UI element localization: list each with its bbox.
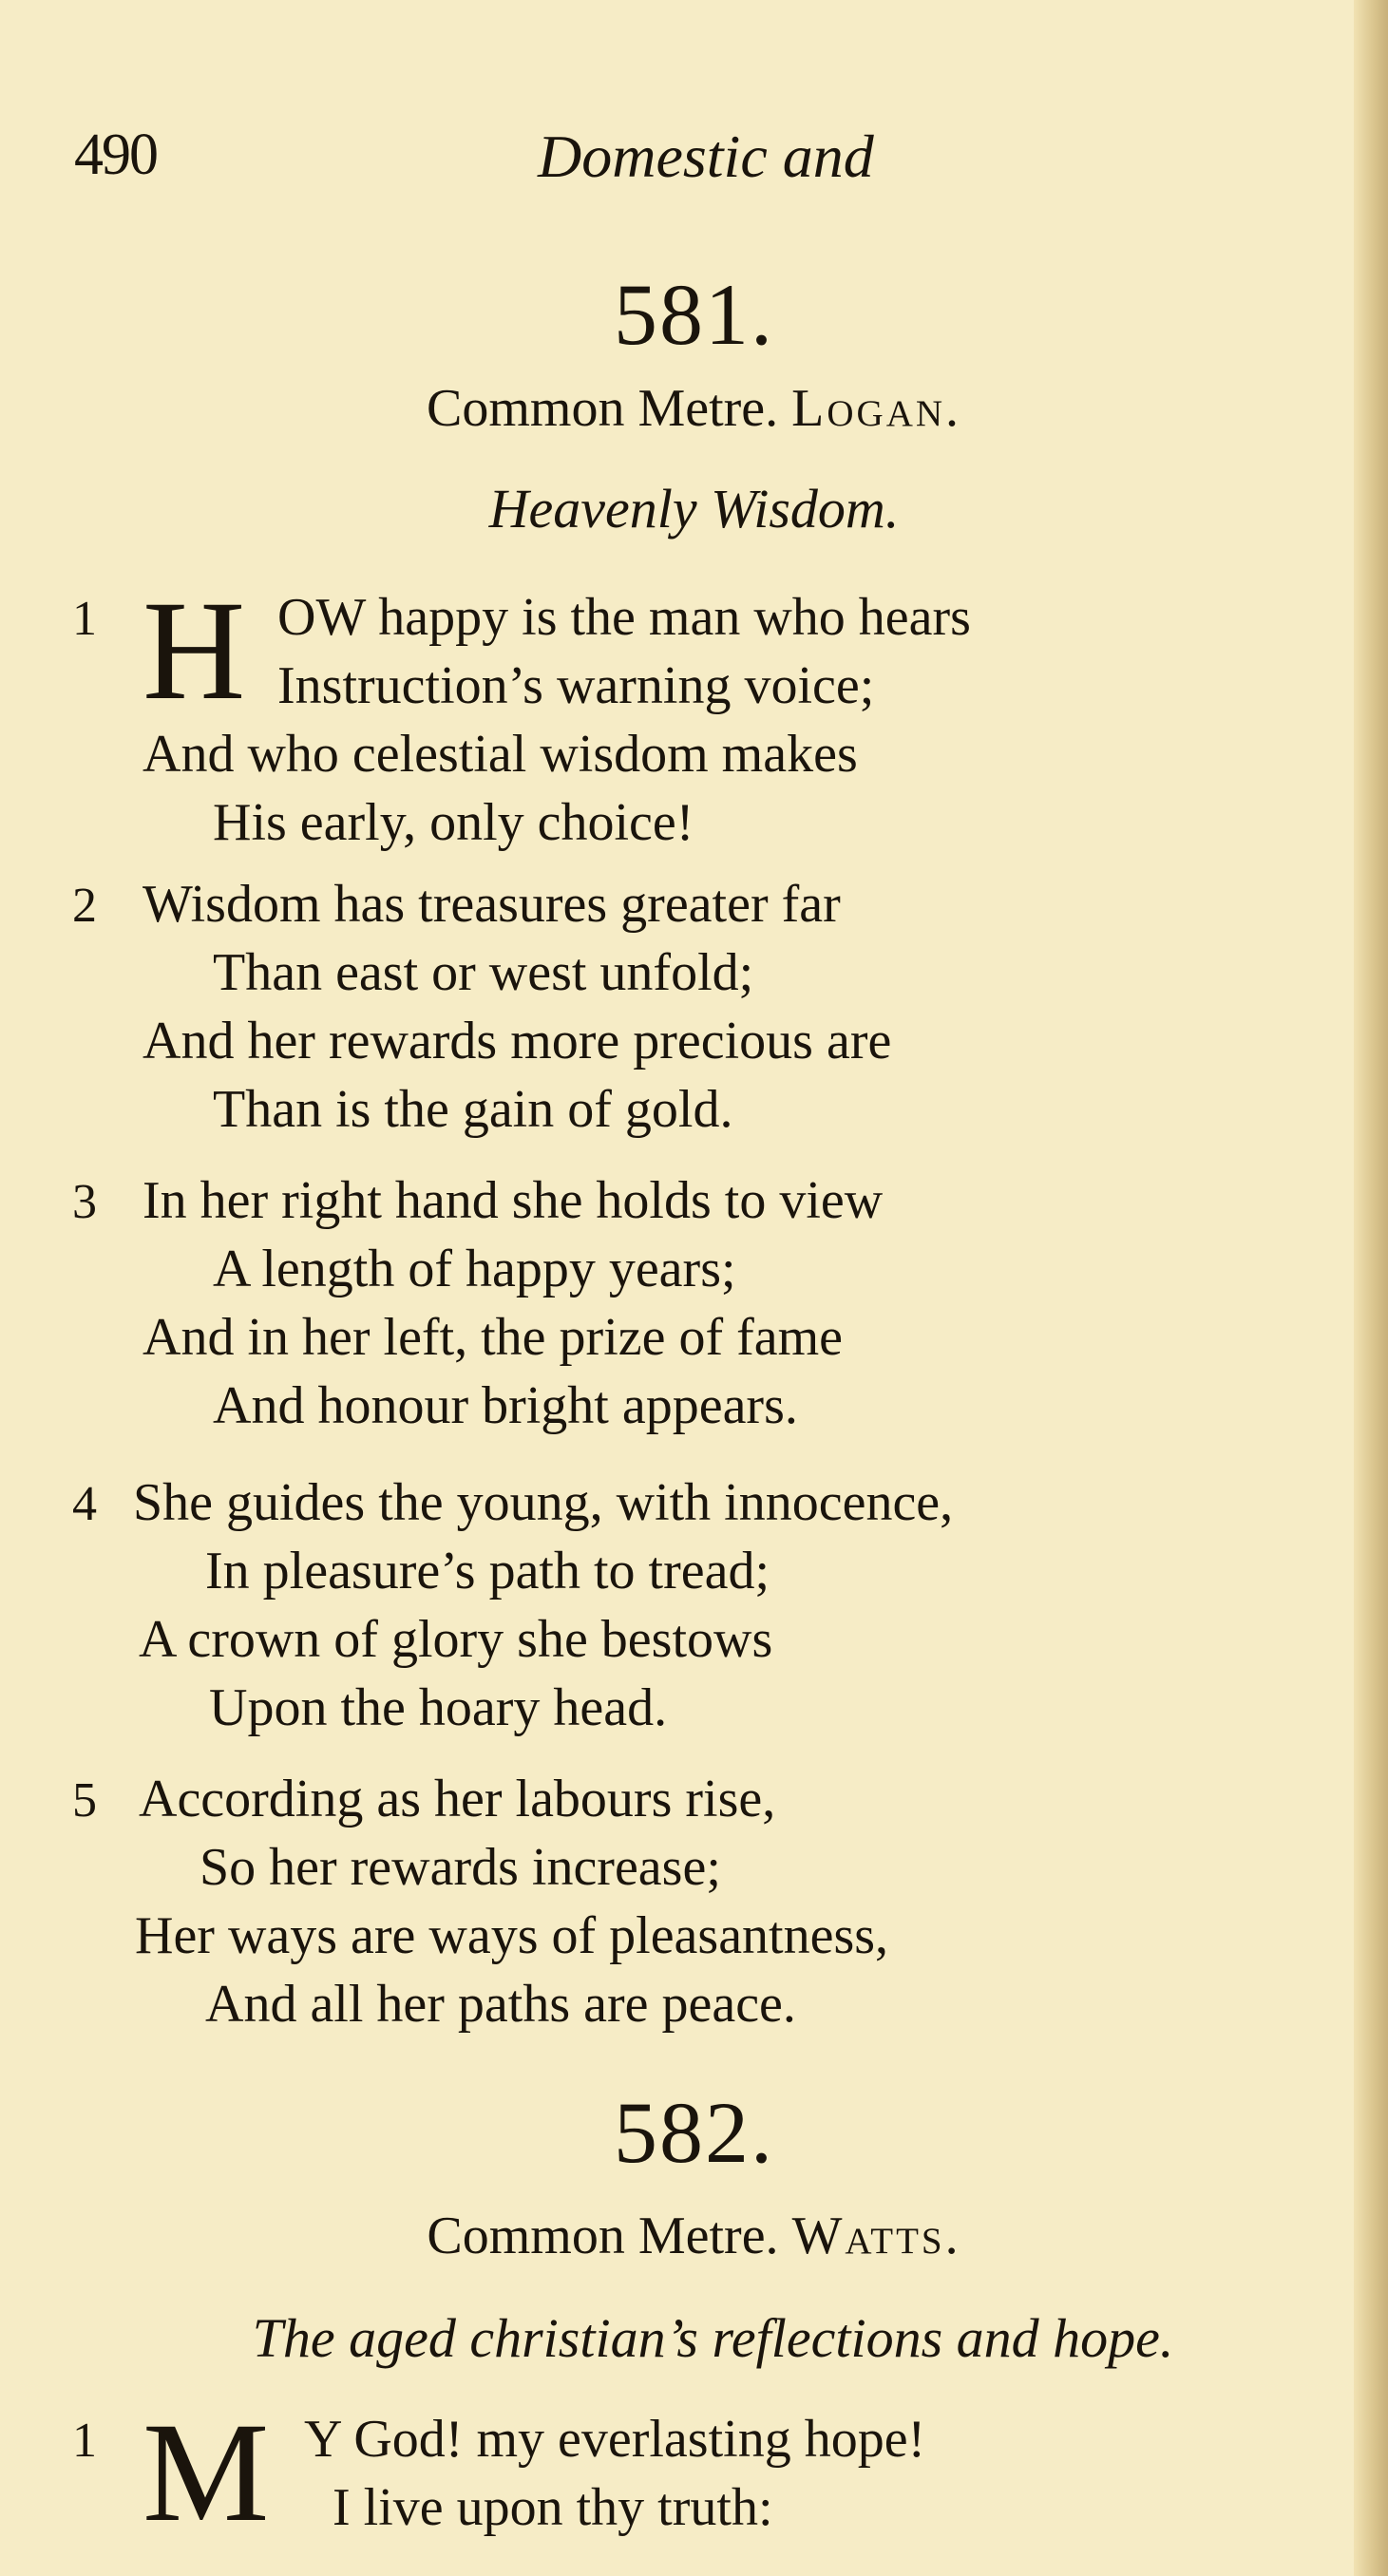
verse-line: She guides the young, with innocence, [133, 1473, 954, 1532]
verse-line: So her rewards increase; [200, 1838, 721, 1897]
drop-cap: H [143, 572, 246, 729]
verse-line: Than east or west unfold; [213, 943, 754, 1002]
hymn-subject: The aged christian’s reflections and hope. [252, 2307, 1174, 2369]
stanza-number: 1 [72, 2414, 97, 2468]
verse-line: Instruction’s warning voice; [277, 656, 875, 715]
stanza-number: 3 [72, 1175, 97, 1229]
hymn-subject: Heavenly Wisdom. [488, 478, 900, 540]
stanza-number: 5 [72, 1773, 97, 1828]
verse-line: In her right hand she holds to view [143, 1171, 884, 1230]
tune-name: Logan. [791, 379, 962, 438]
running-head [74, 122, 1271, 198]
drop-cap: M [143, 2394, 270, 2551]
verse-line: And in her left, the prize of fame [143, 1308, 844, 1367]
hymn-number: 582. [614, 2084, 774, 2181]
verse-line: Y God! my everlasting hope! [304, 2410, 926, 2469]
verse-line: OW happy is the man who hears [277, 588, 971, 647]
stanza-number: 4 [72, 1477, 97, 1531]
verse-line: And her rewards more precious are [143, 1012, 892, 1070]
running-title: Domestic and [538, 123, 874, 190]
tune-name: Watts. [791, 2207, 961, 2265]
stanza-number: 2 [72, 879, 97, 933]
verse-line: I live upon thy truth: [333, 2478, 773, 2537]
verse-line: And honour bright appears. [213, 1376, 798, 1435]
verse-line: Than is the gain of gold. [213, 1080, 733, 1139]
hymn-metre [0, 2206, 1388, 2266]
hymn-number: 581. [614, 266, 774, 363]
stanza-number: 1 [72, 592, 97, 646]
metre-label: Common Metre. [427, 2207, 779, 2265]
metre-label: Common Metre. [426, 379, 779, 438]
verse-line: And who celestial wisdom makes [143, 725, 858, 784]
verse-line: In pleasure’s path to tread; [205, 1542, 770, 1601]
verse-line: According as her labours rise, [139, 1770, 776, 1828]
verse-line: Wisdom has treasures greater far [143, 875, 841, 934]
verse-line: And all her paths are peace. [205, 1975, 796, 2034]
verse-line: Upon the hoary head. [209, 1678, 668, 1737]
verse-line: His early, only choice! [213, 793, 694, 852]
verse-line: A crown of glory she bestows [139, 1610, 773, 1669]
hymn-metre [0, 378, 1388, 439]
verse-line: A length of happy years; [213, 1240, 736, 1298]
page-number: 490 [74, 123, 157, 187]
verse-line: Her ways are ways of pleasantness, [135, 1906, 889, 1965]
